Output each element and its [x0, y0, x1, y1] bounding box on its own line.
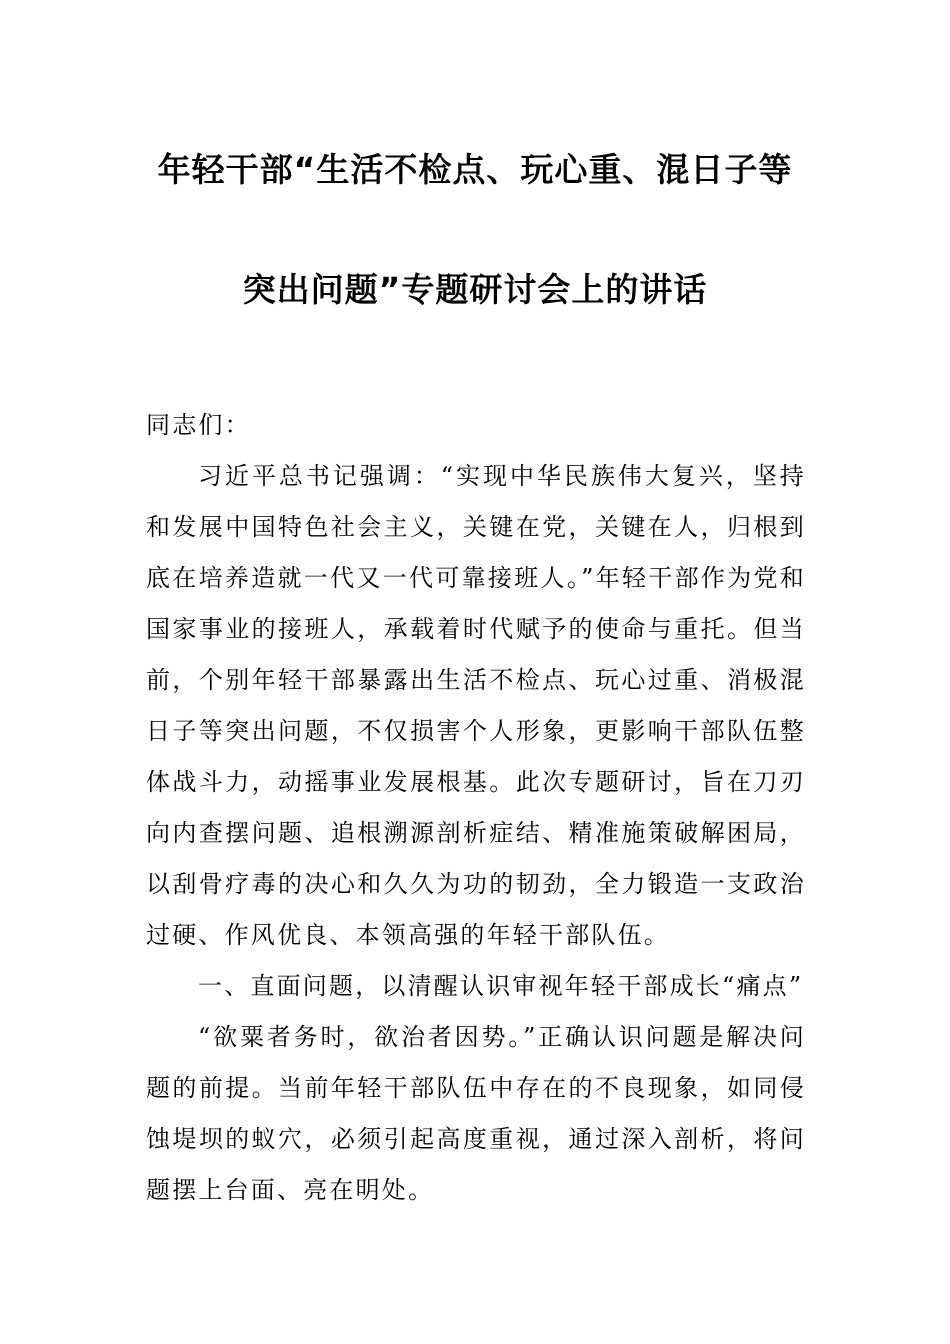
document-body	[146, 400, 806, 1216]
salutation: 同志们：	[146, 411, 251, 439]
document-title-line-2: 突出问题”专题研讨会上的讲话	[242, 270, 708, 309]
section-heading-1: 一、直面问题，以清醒认识审视年轻干部成长“痛点”	[198, 972, 804, 1000]
paragraph-intro: 习近平总书记强调：“实现中华民族伟大复兴，坚持和发展中国特色社会主义，关键在党，关键在人，归根到底在培养造就一代又一代可靠接班人。”年轻干部作为党和国家事业的接班人，承载着时代赋予的使命与重托。但当前，个别年轻干部暴露出生活不检点、玩心过重、消极混日子等突出问题，不仅损害个人形象，更影响干部队伍整体战斗力，动摇事业发展根基。此次专题研讨，旨在刀刃向内查摆问题、追根溯源剖析症结、精准施策破解困局，以刮骨疗毒的决心和久久为功的韧劲，全力锻造一支政治过硬、作风优良、本领高强的年轻干部队伍。	[146, 462, 806, 949]
paragraph-section-1: “欲粟者务时，欲治者因势。”正确认识问题是解决问题的前提。当前年轻干部队伍中存在的不良现象，如同侵蚀堤坝的蚁穴，必须引起高度重视，通过深入剖析，将问题摆上台面、亮在明处。	[146, 1023, 806, 1204]
document-title-line-1: 年轻干部“生活不检点、玩心重、混日子等	[157, 150, 793, 189]
